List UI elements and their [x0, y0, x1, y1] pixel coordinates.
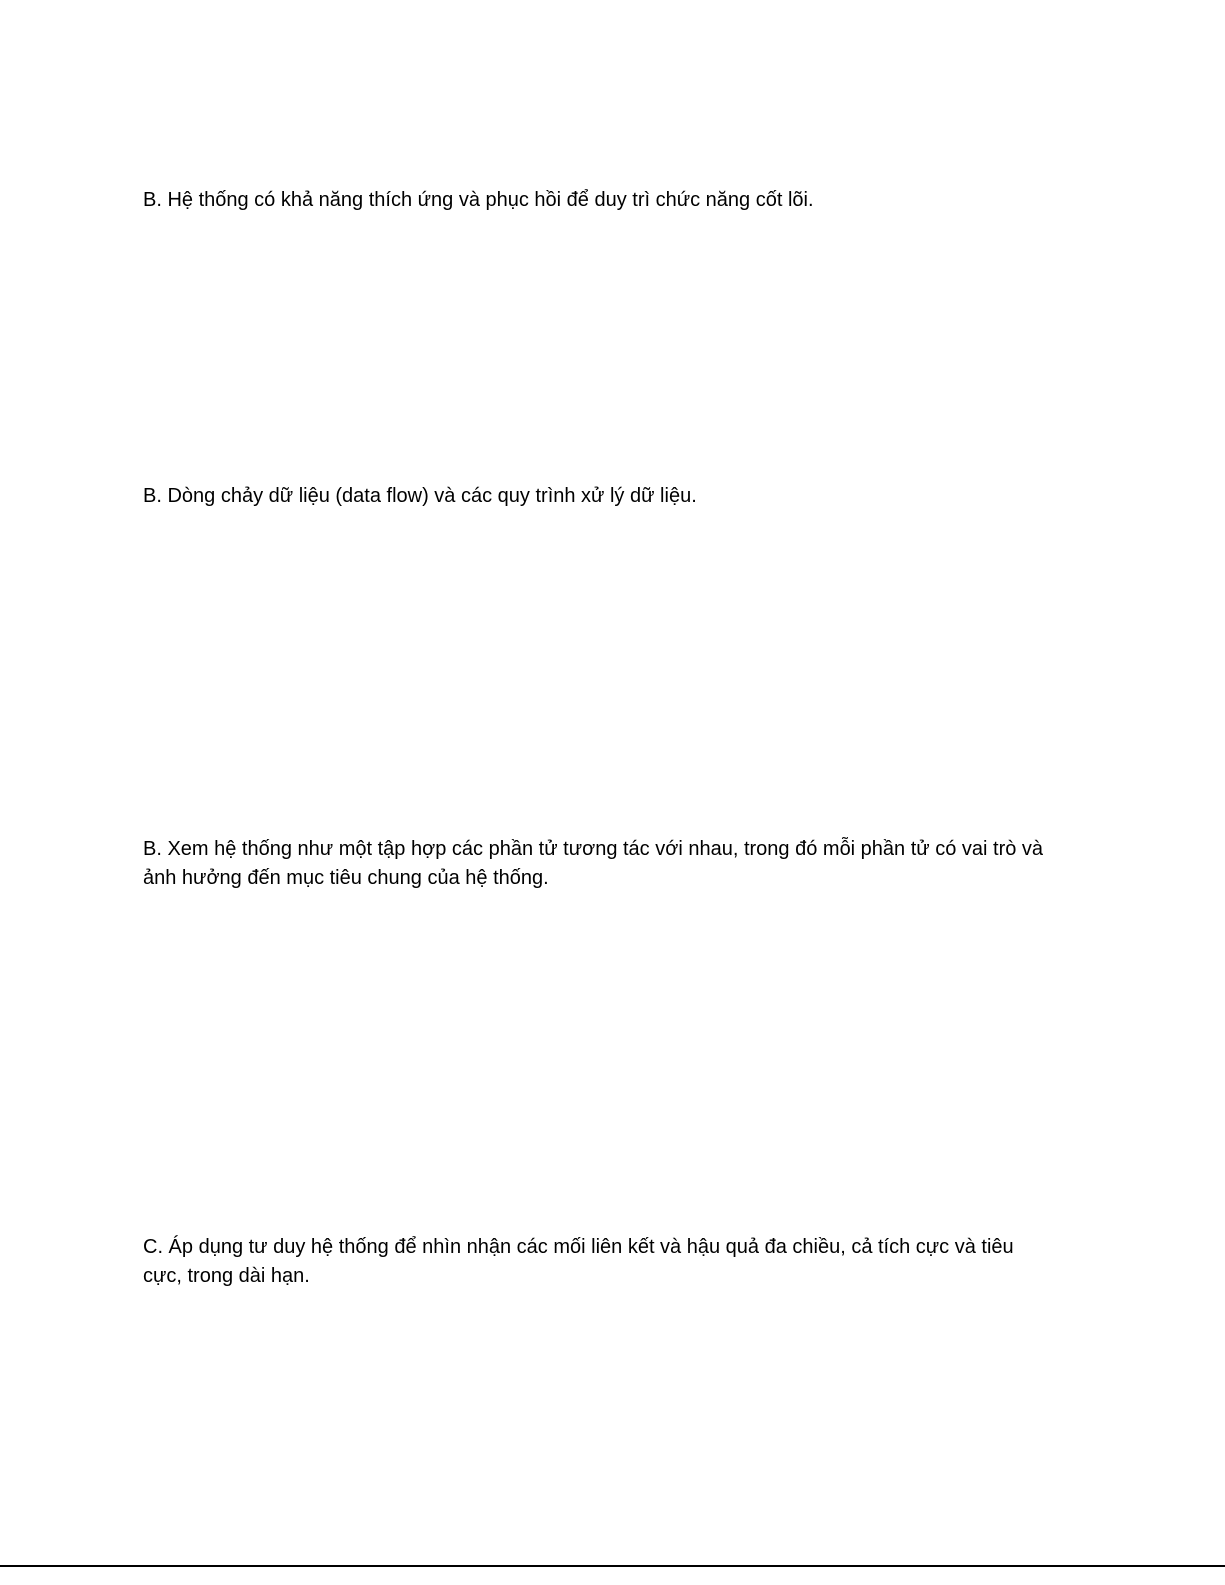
- answer-paragraph-4: C. Áp dụng tư duy hệ thống để nhìn nhận các mối liên kết và hậu quả đa chiều, cả tích cực và tiêu cực, trong dài hạn.: [143, 1236, 1014, 1287]
- bottom-divider: [0, 1565, 1225, 1567]
- answer-paragraph-3: B. Xem hệ thống như một tập hợp các phần tử tương tác với nhau, trong đó mỗi phần tử có vai trò và ảnh hưởng đến mục tiêu chung của hệ thống.: [143, 838, 1044, 889]
- answer-paragraph-2: B. Dòng chảy dữ liệu (data flow) và các quy trình xử lý dữ liệu.: [143, 485, 697, 507]
- answer-paragraph-1: B. Hệ thống có khả năng thích ứng và phục hồi để duy trì chức năng cốt lõi.: [143, 189, 814, 211]
